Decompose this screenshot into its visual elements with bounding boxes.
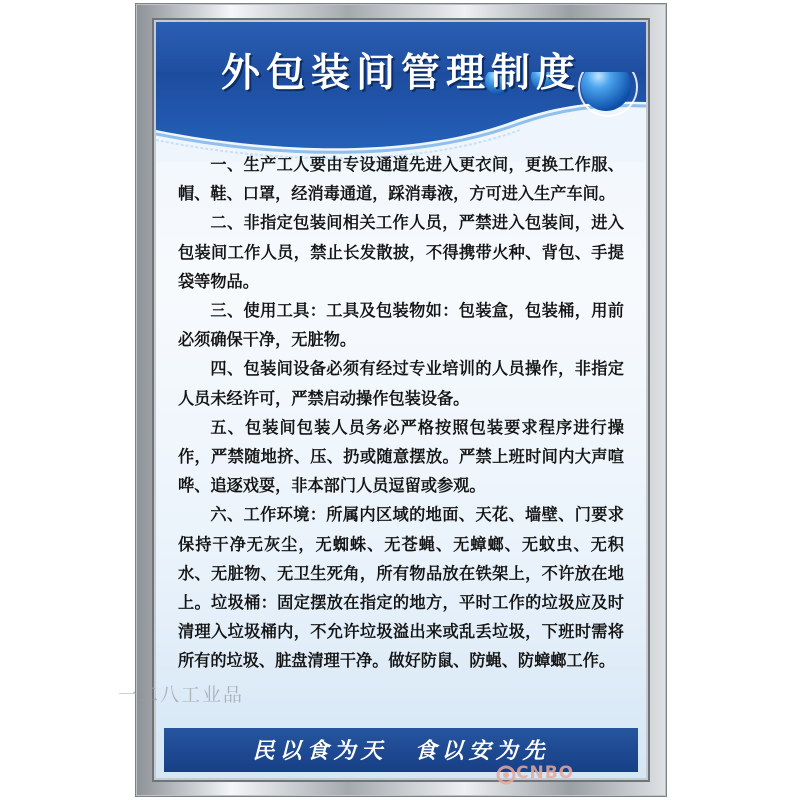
watermark-logo-text: CNBO (516, 763, 575, 783)
rule-paragraph: 五、包装间包装人员务必严格按照包装要求程序进行操作，严禁随地挤、压、扔或随意摆放。严禁上班时间内大声喧哗、追逐戏耍，非本部门人员逗留或参观。 (178, 417, 624, 496)
rule-paragraph: 一、生产工人要由专设通道先进入更衣间，更换工作服、帽、鞋、口罩，经消毒通道，踩消毒液，方可进入生产车间。 (178, 155, 624, 204)
poster-title: 外包装间管理制度 (220, 51, 581, 96)
rule-paragraph: 二、非指定包装间相关工作人员，严禁进入包装间，进入包装间工作人员，禁止长发散披，不得携带火种、背包、手提袋等物品。 (178, 213, 624, 291)
watermark-text: 一二八工业品 (118, 684, 245, 706)
footer-slogan: 民以食为天 食以安为先 (252, 738, 550, 764)
rule-paragraph: 三、使用工具：工具及包装物如：包装盒，包装桶，用前必须确保干净，无脏物。 (178, 301, 624, 350)
rule-paragraph: 六、工作环境：所属内区域的地面、天花、墙壁、门要求保持干净无灰尘，无蜘蛛、无苍蝇、无蟑螂、无蚊虫、无积水、无脏物、无卫生死角，所有物品放在铁架上，不许放在地上。垃圾桶：固定摆放在指定的地方，平时工作的垃圾应及时清理入垃圾桶内，不允许垃圾溢出来或乱丢垃圾，下班时需将所有的垃圾、脏盘清理干净。做好防鼠、防蝇、防蟑螂工作。 (178, 505, 624, 671)
rules-text (178, 150, 624, 676)
poster-panel (156, 22, 646, 778)
rule-paragraph: 四、包装间设备必须有经过专业培训的人员操作，非指定人员未经许可，严禁启动操作包装设备。 (178, 359, 624, 408)
